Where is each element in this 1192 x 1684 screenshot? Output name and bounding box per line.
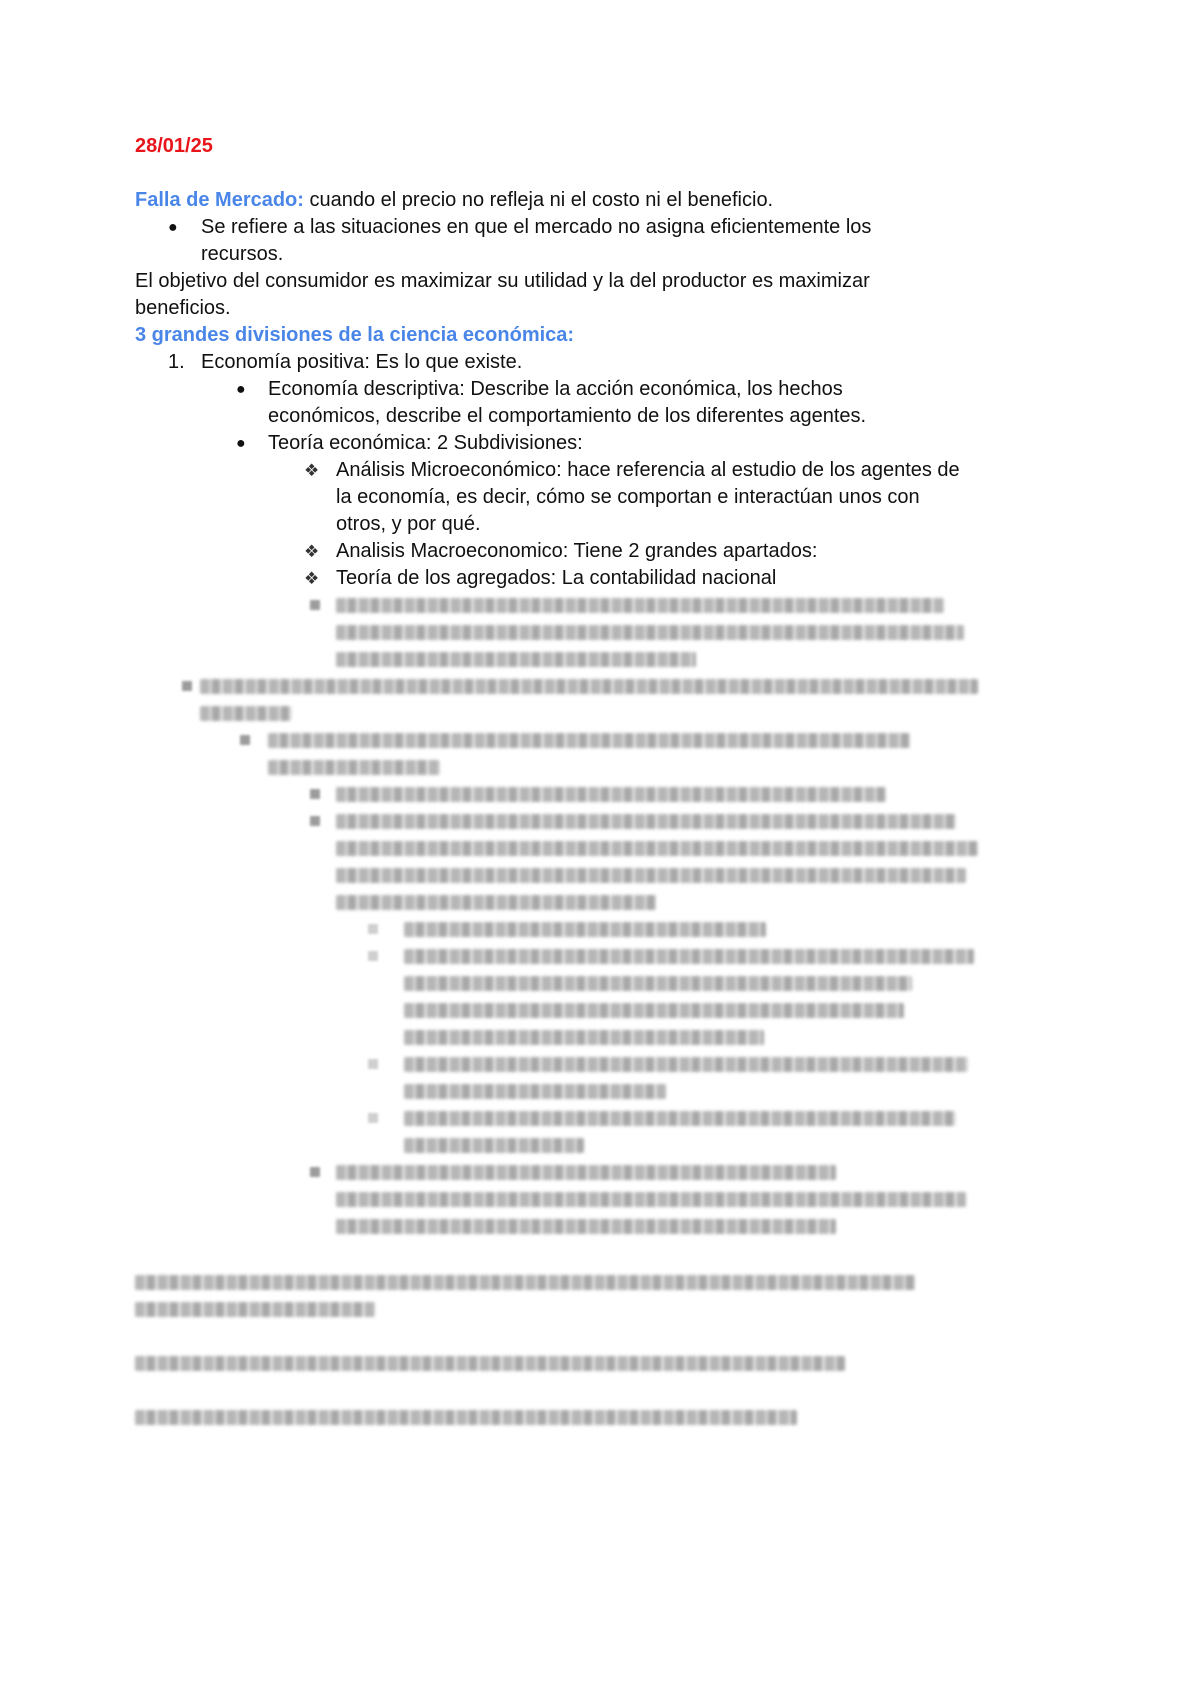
- blurred-line: [404, 976, 912, 991]
- falla-bullet-line2: recursos.: [201, 243, 284, 265]
- blurred-line: [336, 841, 978, 856]
- diamond-bullet-icon: ❖: [304, 542, 320, 561]
- blurred-line: [336, 1165, 836, 1180]
- descriptiva-line2: económicos, describe el comportamiento de los diferentes agentes.: [268, 405, 867, 427]
- agregados-line: Teoría de los agregados: La contabilidad nacional: [336, 567, 777, 589]
- bullet-icon: ●: [168, 219, 178, 236]
- blurred-line: [336, 625, 964, 640]
- objetivo-line1: El objetivo del consumidor es maximizar su utilidad y la del productor es maximizar: [135, 270, 870, 292]
- blurred-line: [200, 679, 978, 694]
- blurred-marker: [368, 1059, 378, 1069]
- divisiones-heading: 3 grandes divisiones de la ciencia económica:: [135, 324, 575, 346]
- blurred-line: [336, 1192, 966, 1207]
- blurred-line: [135, 1302, 375, 1317]
- item1-text: Economía positiva: Es lo que existe.: [201, 351, 523, 373]
- blurred-line: [135, 1410, 797, 1425]
- blurred-line: [200, 706, 292, 721]
- bullet-icon: ●: [236, 381, 246, 398]
- blurred-line: [135, 1356, 845, 1371]
- micro-line3: otros, y por qué.: [336, 513, 481, 535]
- blurred-marker: [310, 600, 320, 610]
- blurred-marker: [240, 735, 250, 745]
- blurred-marker: [182, 681, 192, 691]
- blurred-line: [404, 1057, 968, 1072]
- objetivo-line2: beneficios.: [135, 297, 231, 319]
- blurred-marker: [310, 789, 320, 799]
- macro-line: Analisis Macroeconomico: Tiene 2 grandes apartados:: [336, 540, 818, 562]
- blurred-marker: [368, 951, 378, 961]
- blurred-line: [336, 814, 956, 829]
- blurred-line: [135, 1275, 915, 1290]
- date-heading: 28/01/25: [135, 135, 213, 157]
- blurred-line: [268, 760, 440, 775]
- blurred-marker: [368, 1113, 378, 1123]
- blurred-line: [268, 733, 910, 748]
- list-number-1: 1.: [168, 351, 185, 373]
- blurred-line: [404, 1084, 666, 1099]
- blurred-line: [404, 1111, 956, 1126]
- blurred-line: [336, 1219, 836, 1234]
- micro-line2: la economía, es decir, cómo se comportan e interactúan unos con: [336, 486, 920, 508]
- micro-line1: Análisis Microeconómico: hace referencia al estudio de los agentes de: [336, 459, 960, 481]
- blurred-line: [336, 787, 886, 802]
- diamond-bullet-icon: ❖: [304, 461, 320, 480]
- falla-label: Falla de Mercado:: [135, 189, 304, 211]
- falla-bullet-line1: Se refiere a las situaciones en que el mercado no asigna eficientemente los: [201, 216, 872, 238]
- teoria-line: Teoría económica: 2 Subdivisiones:: [268, 432, 583, 454]
- blurred-line: [336, 598, 944, 613]
- bullet-icon: ●: [236, 435, 246, 452]
- falla-paragraph: [135, 187, 773, 214]
- blurred-line: [336, 895, 656, 910]
- blurred-line: [404, 922, 766, 937]
- falla-text: cuando el precio no refleja ni el costo ni el beneficio.: [303, 189, 774, 211]
- blurred-line: [404, 949, 974, 964]
- descriptiva-line1: Economía descriptiva: Describe la acción económica, los hechos: [268, 378, 843, 400]
- blurred-marker: [310, 816, 320, 826]
- blurred-marker: [310, 1167, 320, 1177]
- blurred-line: [404, 1003, 904, 1018]
- blurred-line: [404, 1138, 584, 1153]
- blurred-line: [404, 1030, 764, 1045]
- blurred-line: [336, 868, 966, 883]
- blurred-marker: [368, 924, 378, 934]
- blurred-line: [336, 652, 696, 667]
- diamond-bullet-icon: ❖: [304, 569, 320, 588]
